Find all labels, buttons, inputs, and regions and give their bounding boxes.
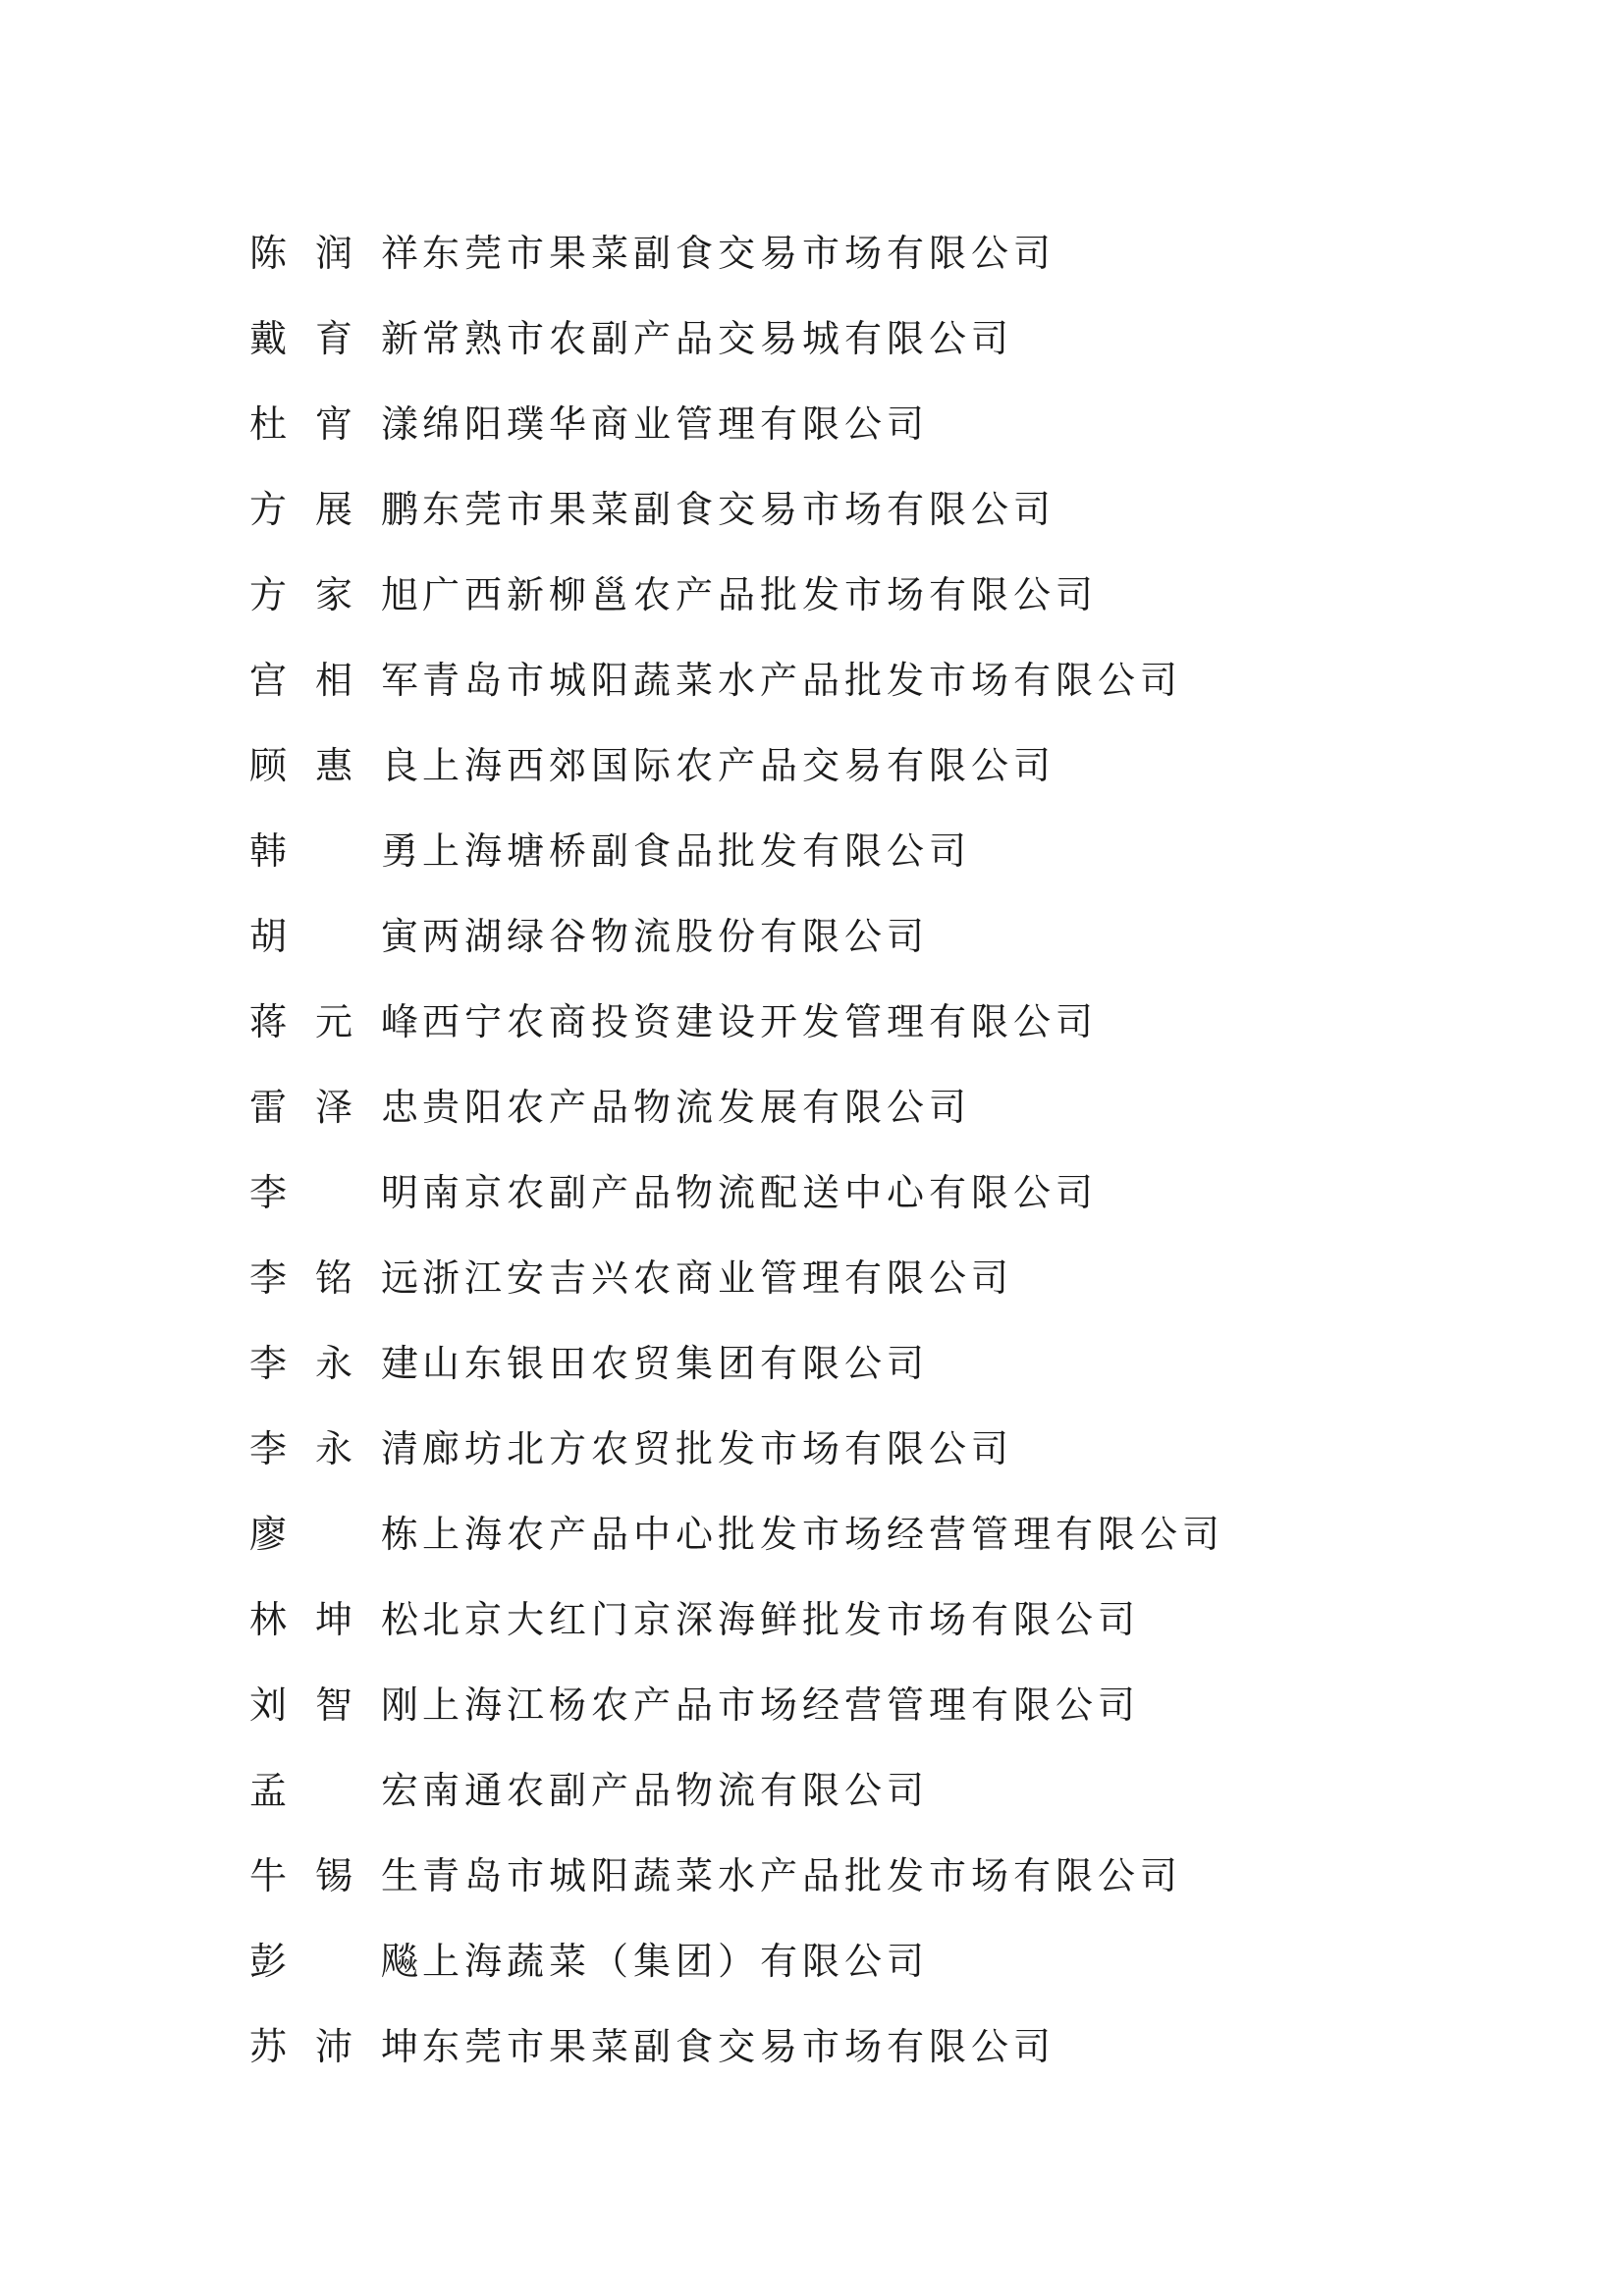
list-item [249, 467, 1428, 553]
organization-name: 绵阳璞华商业管理有限公司 [422, 402, 930, 446]
organization-name: 浙江安吉兴农商业管理有限公司 [422, 1256, 1014, 1300]
list-item [249, 1834, 1428, 1919]
person-name: 孟 宏 [249, 1769, 422, 1812]
person-name: 雷泽忠 [249, 1086, 422, 1129]
list-item [249, 1065, 1428, 1150]
organization-name: 广西新柳邕农产品批发市场有限公司 [422, 573, 1099, 616]
organization-name: 贵阳农产品物流发展有限公司 [422, 1086, 972, 1129]
list-item [249, 296, 1428, 382]
person-name: 李永清 [249, 1427, 422, 1470]
list-item [249, 1492, 1428, 1577]
list-item [249, 211, 1428, 296]
list-item [249, 553, 1428, 638]
list-item [249, 809, 1428, 894]
list-item [249, 1321, 1428, 1407]
list-item [249, 382, 1428, 467]
organization-name: 南通农副产品物流有限公司 [422, 1769, 930, 1812]
person-name: 蒋元峰 [249, 1000, 422, 1043]
organization-name: 青岛市城阳蔬菜水产品批发市场有限公司 [422, 1854, 1183, 1897]
list-item [249, 1919, 1428, 2004]
person-name: 李 明 [249, 1171, 422, 1214]
person-name: 顾惠良 [249, 744, 422, 787]
person-name: 方展鹏 [249, 488, 422, 531]
organization-name: 上海蔬菜（集团）有限公司 [422, 1940, 930, 1983]
organization-name: 北京大红门京深海鲜批发市场有限公司 [422, 1598, 1141, 1641]
organization-name: 东莞市果菜副食交易市场有限公司 [422, 2025, 1056, 2068]
person-name: 刘智刚 [249, 1683, 422, 1727]
list-item [249, 638, 1428, 723]
organization-name: 山东银田农贸集团有限公司 [422, 1342, 930, 1385]
list-item [249, 1663, 1428, 1748]
organization-name: 上海西郊国际农产品交易有限公司 [422, 744, 1056, 787]
person-name: 林坤松 [249, 1598, 422, 1641]
list-item [249, 1150, 1428, 1236]
organization-name: 青岛市城阳蔬菜水产品批发市场有限公司 [422, 659, 1183, 702]
list-item [249, 1236, 1428, 1321]
organization-name: 东莞市果菜副食交易市场有限公司 [422, 232, 1056, 275]
name-list [249, 211, 1428, 2090]
list-item [249, 723, 1428, 809]
person-name: 胡 寅 [249, 915, 422, 958]
person-name: 廖 栋 [249, 1513, 422, 1556]
person-name: 陈润祥 [249, 232, 422, 275]
organization-name: 西宁农商投资建设开发管理有限公司 [422, 1000, 1099, 1043]
person-name: 彭 飚 [249, 1940, 422, 1983]
list-item [249, 1407, 1428, 1492]
person-name: 杜宵漾 [249, 402, 422, 446]
person-name: 戴育新 [249, 317, 422, 360]
organization-name: 廊坊北方农贸批发市场有限公司 [422, 1427, 1014, 1470]
organization-name: 上海塘桥副食品批发有限公司 [422, 829, 972, 873]
person-name: 李永建 [249, 1342, 422, 1385]
list-item [249, 894, 1428, 980]
organization-name: 南京农副产品物流配送中心有限公司 [422, 1171, 1099, 1214]
organization-name: 常熟市农副产品交易城有限公司 [422, 317, 1014, 360]
list-item [249, 1748, 1428, 1834]
list-item [249, 2004, 1428, 2090]
person-name: 李铭远 [249, 1256, 422, 1300]
organization-name: 两湖绿谷物流股份有限公司 [422, 915, 930, 958]
organization-name: 上海农产品中心批发市场经营管理有限公司 [422, 1513, 1225, 1556]
person-name: 韩 勇 [249, 829, 422, 873]
person-name: 宫相军 [249, 659, 422, 702]
person-name: 苏沛坤 [249, 2025, 422, 2068]
person-name: 方家旭 [249, 573, 422, 616]
organization-name: 东莞市果菜副食交易市场有限公司 [422, 488, 1056, 531]
person-name: 牛锡生 [249, 1854, 422, 1897]
list-item [249, 1577, 1428, 1663]
organization-name: 上海江杨农产品市场经营管理有限公司 [422, 1683, 1141, 1727]
list-item [249, 980, 1428, 1065]
